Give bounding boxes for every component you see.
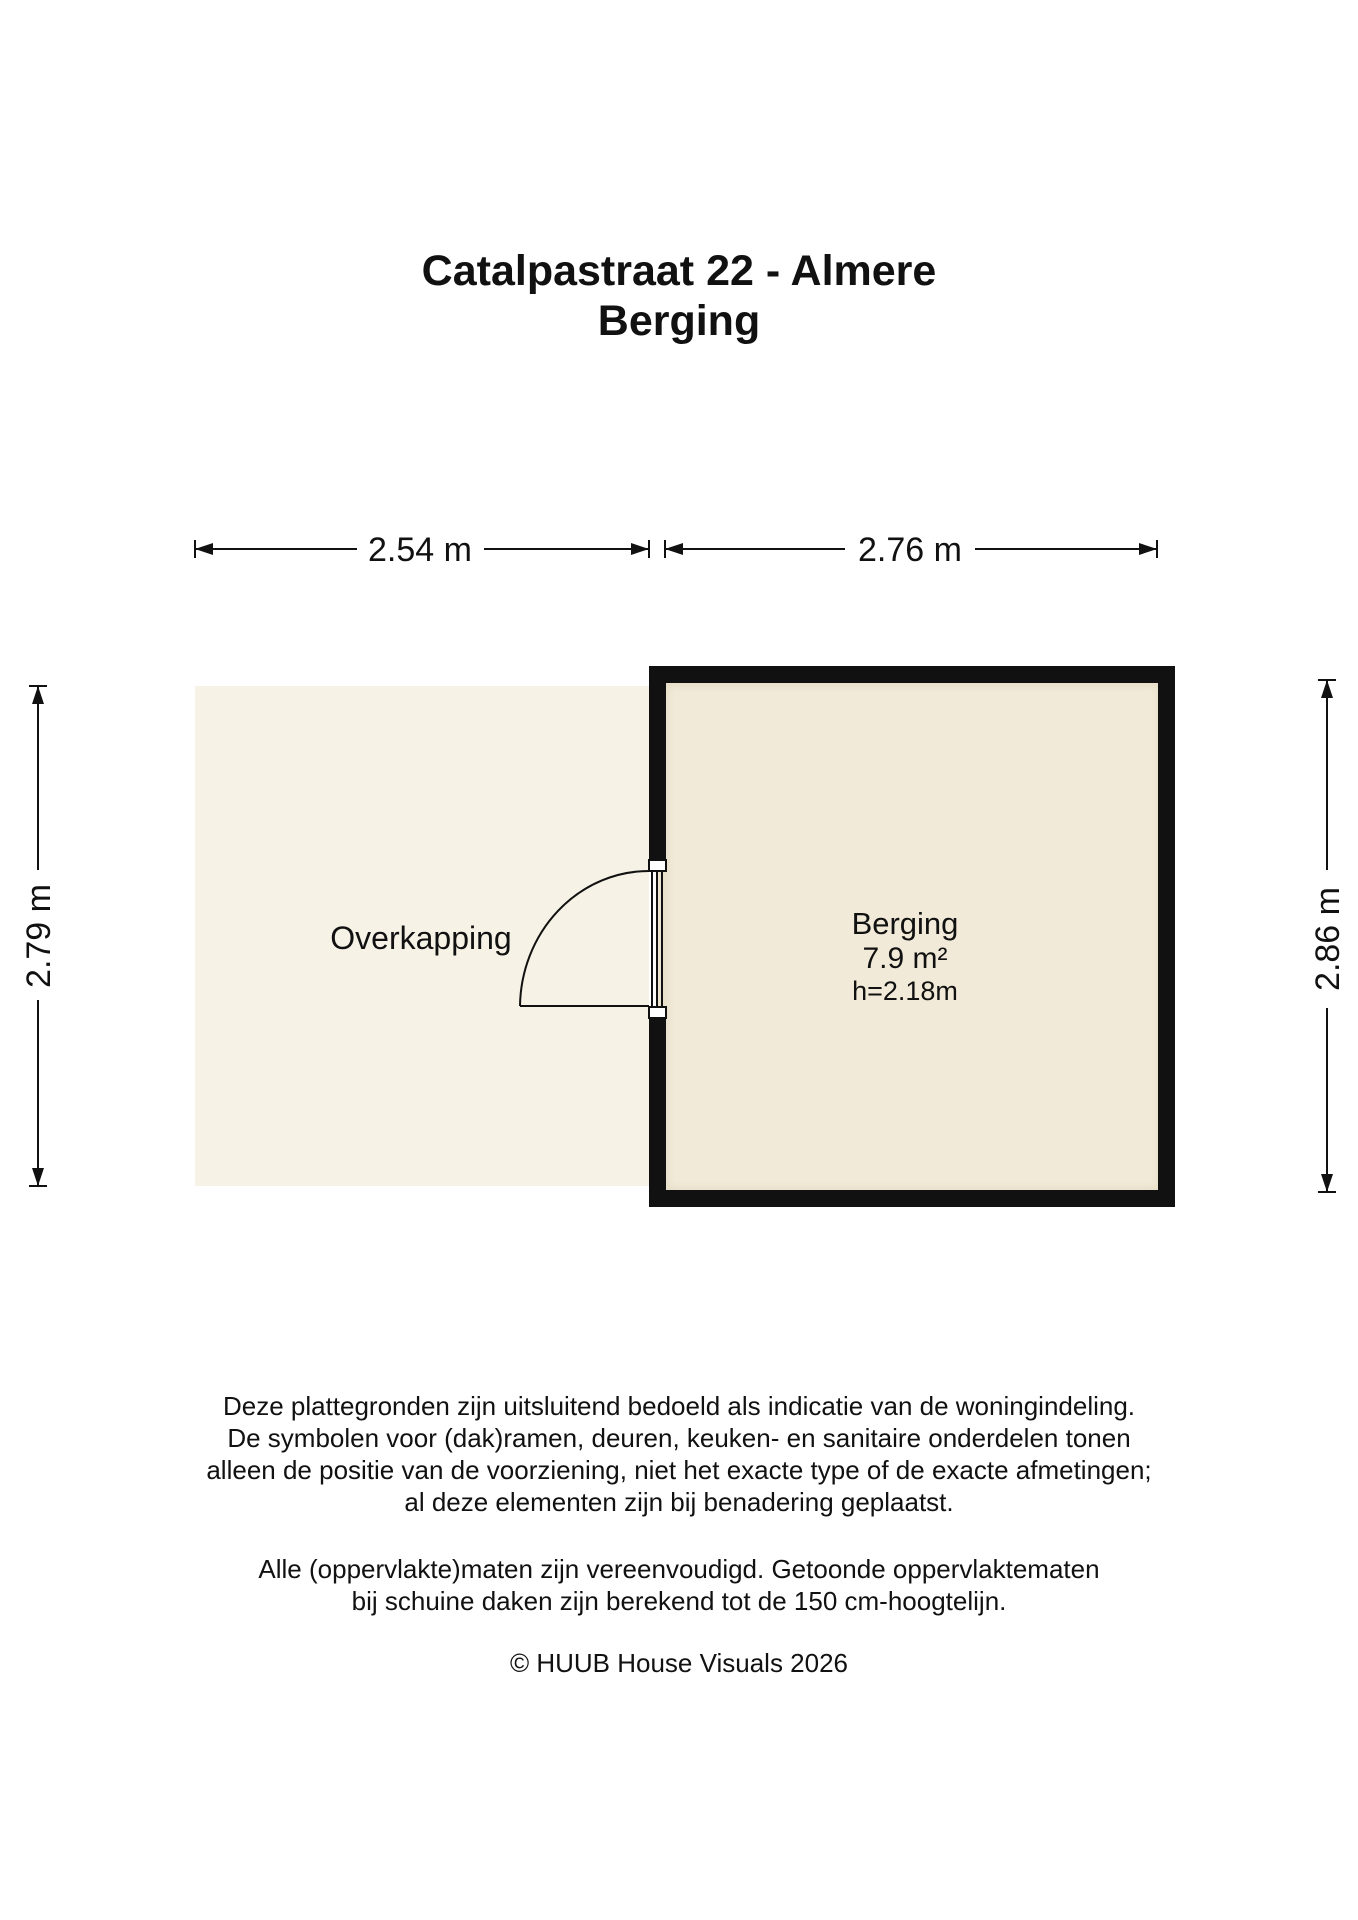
disclaimer-paragraph-2	[0, 1553, 1358, 1617]
berging-height-label: h=2.18m	[852, 976, 958, 1006]
plan-title: Catalpastraat 22 - Almere	[421, 247, 937, 295]
disclaimer-line: De symbolen voor (dak)ramen, deuren, keuken- en sanitaire onderdelen tonen	[227, 1423, 1131, 1453]
disclaimer-line: bij schuine daken zijn berekend tot de 150 cm-hoogtelijn.	[351, 1586, 1007, 1616]
disclaimer-line: alleen de positie van de voorziening, niet het exacte type of de exacte afmetingen;	[206, 1455, 1152, 1485]
dimension-right-label: 2.86 m	[1309, 887, 1347, 991]
disclaimer-line: Alle (oppervlakte)maten zijn vereenvoudigd. Getoonde oppervlaktematen	[258, 1554, 1100, 1584]
dimension-left-label: 2.79 m	[20, 884, 58, 988]
berging-area-label: 7.9 m²	[862, 942, 948, 975]
berging-label: Berging	[851, 906, 959, 941]
plan-subtitle: Berging	[597, 297, 761, 345]
dimension-top-right-label: 2.76 m	[858, 531, 962, 569]
disclaimer-line: Deze plattegronden zijn uitsluitend bedoeld als indicatie van de woningindeling.	[222, 1391, 1136, 1421]
disclaimer-paragraph-1	[0, 1390, 1358, 1518]
copyright: © HUUB House Visuals 2026	[509, 1648, 849, 1678]
overkapping-label: Overkapping	[330, 920, 512, 956]
disclaimer-line: al deze elementen zijn bij benadering geplaatst.	[404, 1487, 954, 1517]
dimension-top-left-label: 2.54 m	[368, 531, 472, 569]
